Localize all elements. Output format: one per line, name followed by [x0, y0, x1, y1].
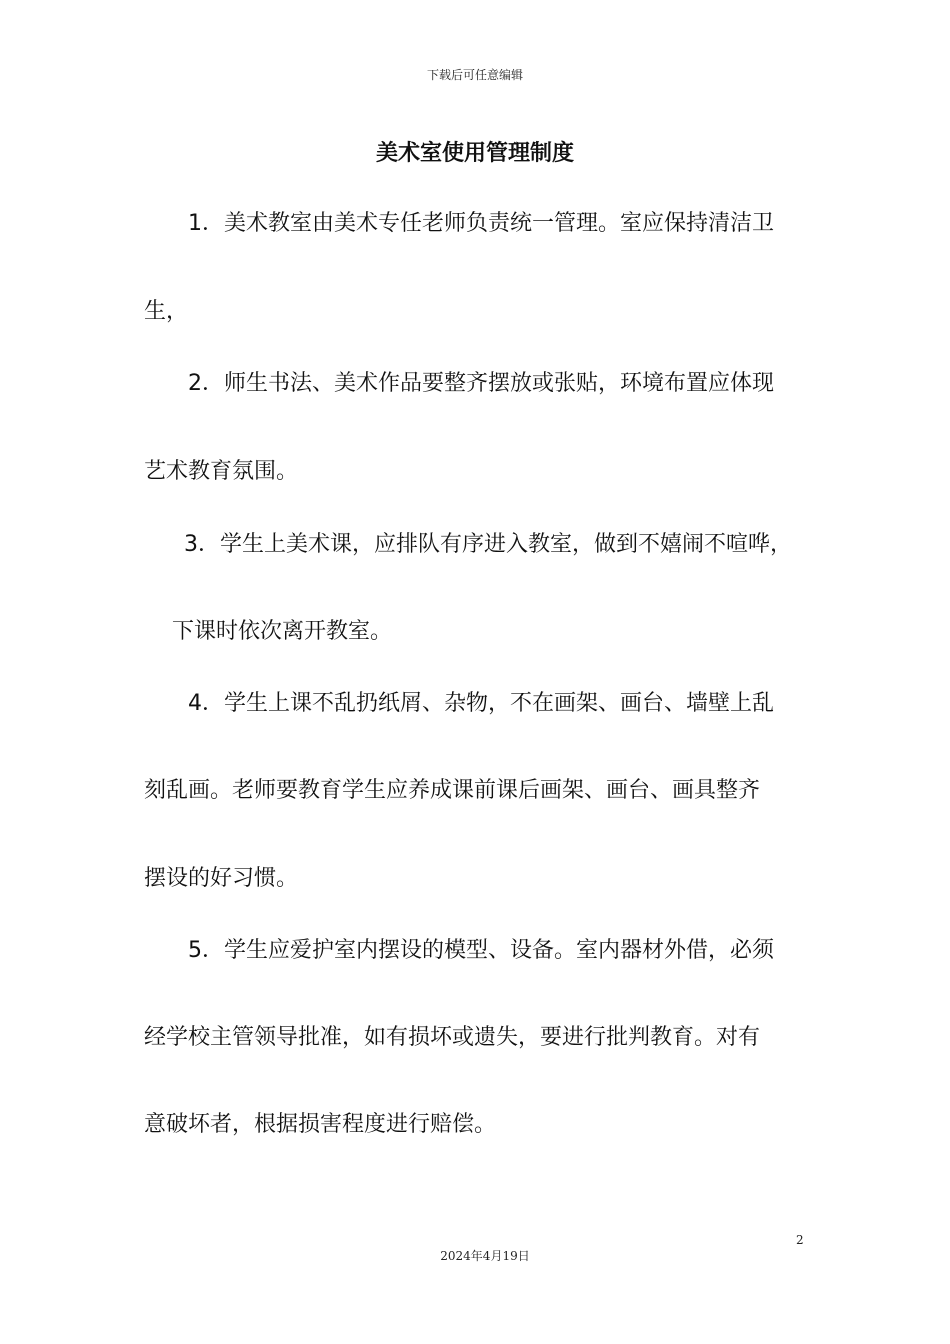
body-line: 摆设的好习惯。 [144, 866, 299, 891]
body-line: 1．美术教室由美术专任老师负责统一管理。室应保持清洁卫 [188, 211, 774, 236]
body-line: 生， [144, 299, 189, 324]
body-line: 3．学生上美术课，应排队有序进入教室，做到不嬉闹不喧哗， [184, 532, 792, 557]
body-line: 5．学生应爱护室内摆设的模型、设备。室内器材外借，必须 [188, 938, 774, 963]
body-line: 2．师生书法、美术作品要整齐摆放或张贴，环境布置应体现 [188, 371, 774, 396]
footer-date: 2024年4月19日 [440, 1249, 530, 1263]
page-number: 2 [796, 1233, 804, 1247]
header-note: 下载后可任意编辑 [426, 68, 523, 82]
document-title: 美术室使用管理制度 [375, 141, 574, 166]
body-line: 艺术教育氛围。 [144, 459, 299, 484]
body-line: 4．学生上课不乱扔纸屑、杂物，不在画架、画台、墙壁上乱 [188, 691, 774, 716]
body-line: 下课时依次离开教室。 [172, 619, 393, 644]
body-line: 意破坏者，根据损害程度进行赔偿。 [144, 1112, 497, 1137]
body-line: 经学校主管领导批准，如有损坏或遗失，要进行批判教育。对有 [144, 1025, 761, 1050]
body-line: 刻乱画。老师要教育学生应养成课前课后画架、画台、画具整齐 [144, 778, 761, 803]
